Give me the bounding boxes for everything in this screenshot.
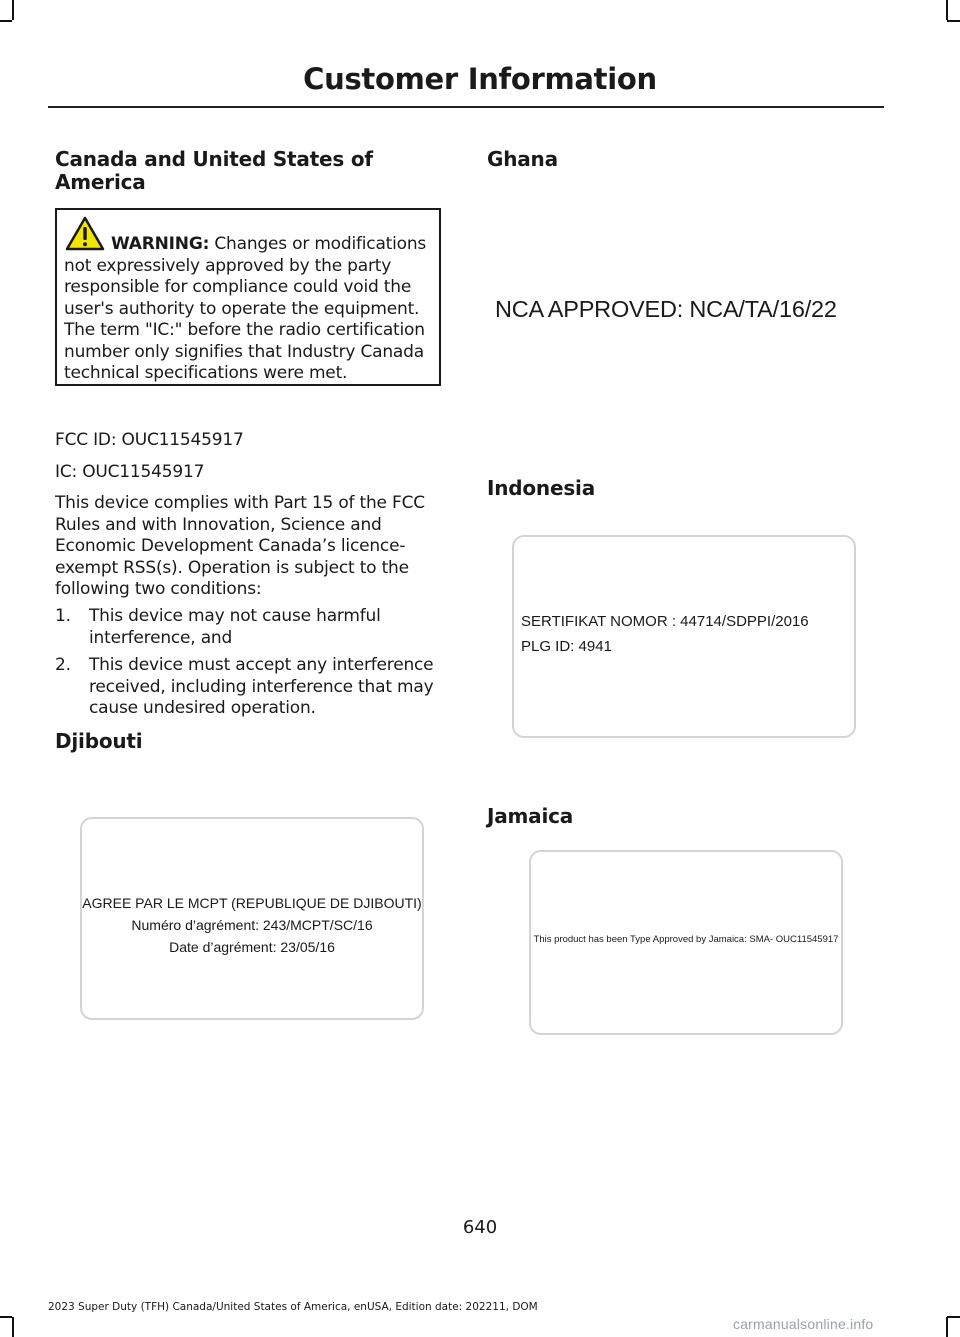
crop-mark [947,1316,960,1318]
list-text: This device may not cause harmful interference, and [89,606,381,648]
page-number: 640 [462,1217,498,1238]
title-divider [48,106,884,108]
page-title: Customer Information [303,62,657,96]
footer-edition-text: 2023 Super Duty (TFH) Canada/United States of America, enUSA, Edition date: 202211, DOM [48,1301,538,1313]
indonesia-approval-label [512,535,856,738]
section-heading-djibouti: Djibouti [55,729,143,753]
warning-text: Changes or modifications not expressively approved by the party responsible for compliance could void the user's authority to operate the equipment. The term "IC:" before the radio certification number only signifies that Industry Canada technical specifications were met. [64,234,427,383]
crop-mark [946,1317,948,1337]
label-line: Date d’agrément: 23/05/16 [169,939,335,955]
section-heading-ghana: Ghana [487,147,558,171]
jamaica-approval-label [529,850,843,1035]
label-line: Numéro d’agrément: 243/MCPT/SC/16 [131,917,373,933]
crop-mark [0,20,12,22]
warning-triangle-icon [65,216,105,252]
watermark: carmanualsonline.info [733,1316,874,1332]
crop-mark [0,1316,12,1318]
label-line: PLG ID: 4941 [521,638,612,655]
section-heading-indonesia: Indonesia [487,476,595,500]
ghana-approval-label: NCA APPROVED: NCA/TA/16/22 [495,296,837,322]
section-heading-jamaica: Jamaica [487,804,574,828]
crop-mark [12,0,14,20]
warning-label: WARNING: [111,234,210,254]
label-line: SERTIFIKAT NOMOR : 44714/SDPPI/2016 [521,613,809,630]
list-text: This device must accept any interference received, including interference that may cause undesired operation. [89,655,434,718]
ic-id: IC: OUC11545917 [55,462,205,482]
list-number: 2. [55,655,71,675]
crop-mark [12,1317,14,1337]
label-line: This product has been Type Approved by Jamaica: SMA- OUC11545917 [533,934,839,945]
warning-box [55,208,441,386]
list-number: 1. [55,606,71,626]
section-heading-canada: Canada and United States of America [55,147,373,194]
label-line: AGREE PAR LE MCPT (REPUBLIQUE DE DJIBOUTI) [82,895,422,911]
crop-mark [947,20,960,22]
compliance-paragraph: This device complies with Part 15 of the FCC Rules and with Innovation, Science and Economic Development Canada’s licence-exempt RSS(s). Operation is subject to the following two conditions: [55,493,425,599]
fcc-id: FCC ID: OUC11545917 [55,430,244,450]
djibouti-approval-label [80,817,424,1020]
crop-mark [946,0,948,20]
